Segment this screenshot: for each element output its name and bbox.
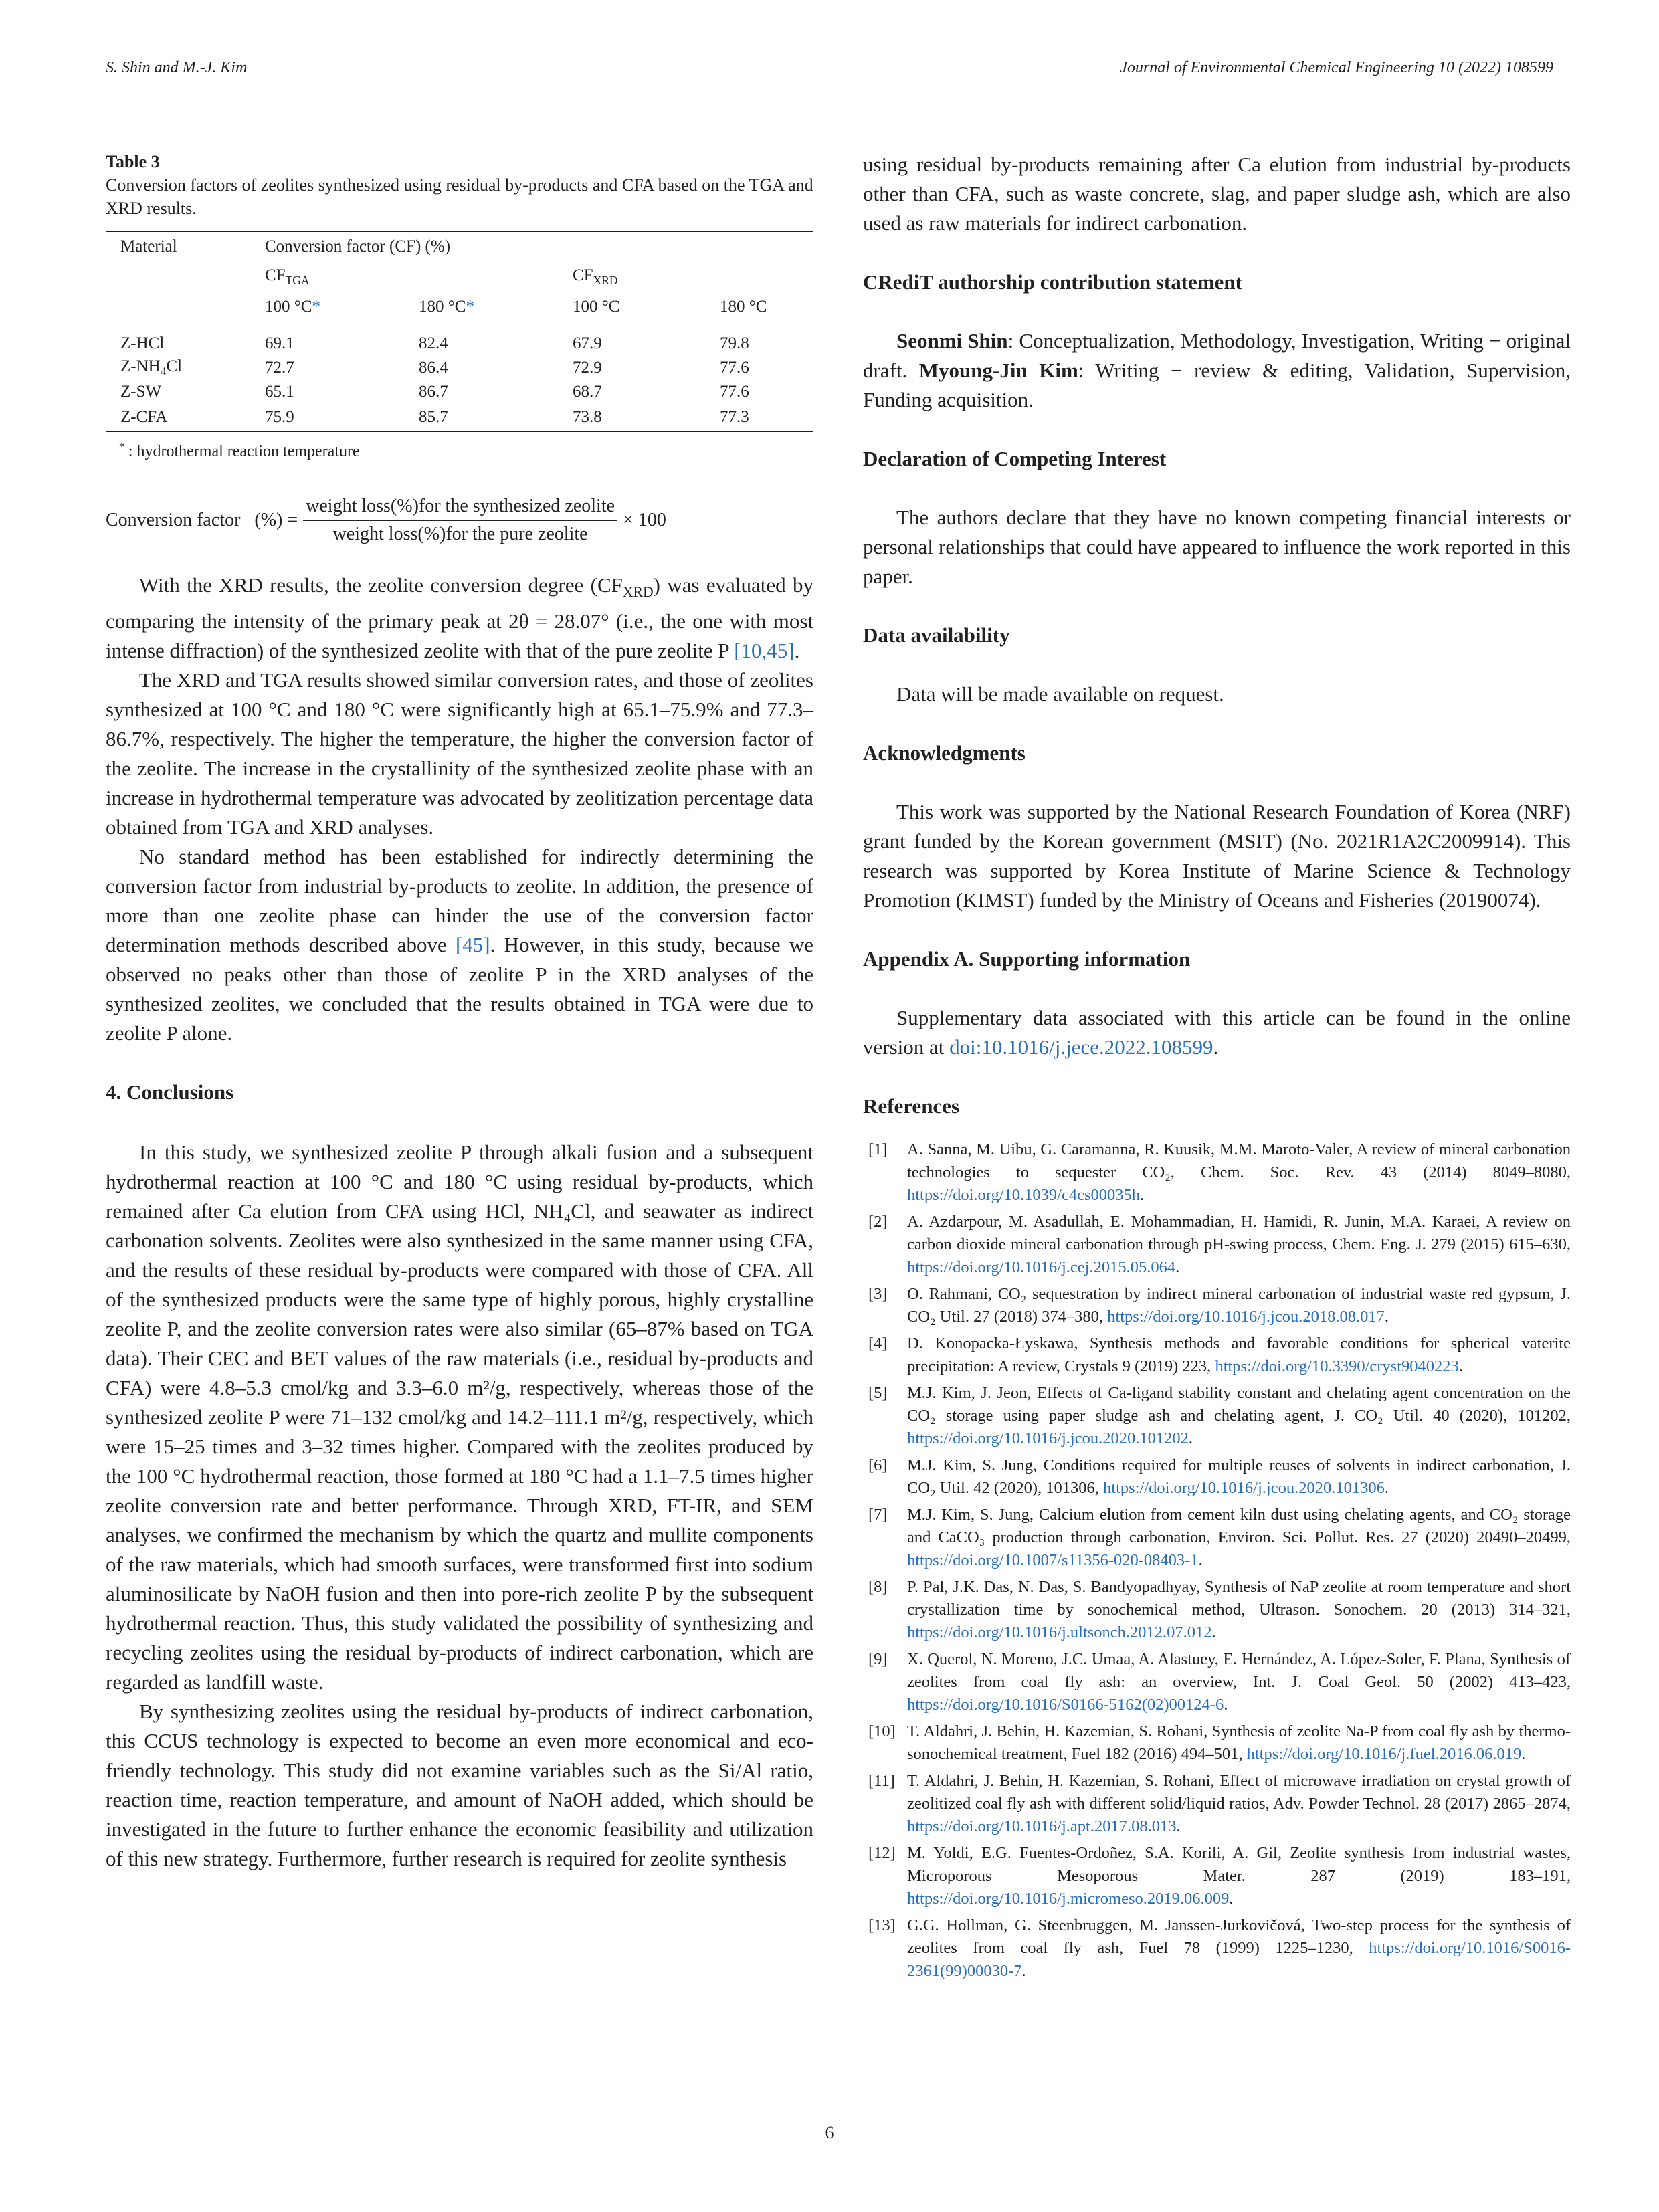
reference-doi-link[interactable]: https://doi.org/10.1007/s11356-020-08403-1 <box>907 1551 1199 1569</box>
references-heading: References <box>863 1094 960 1118</box>
reference-doi-link[interactable]: https://doi.org/10.1016/S0166-5162(02)00124-6 <box>907 1696 1224 1714</box>
reference-item <box>863 1914 1571 1983</box>
reference-text: D. Konopacka-Łyskawa, Synthesis methods and favorable conditions for spherical vaterite precipitation: A review, Crystals 9 (2019) 223, https://doi.org/10.3390/cryst9040223. <box>907 1334 1571 1375</box>
reference-doi-link[interactable]: https://doi.org/10.1016/S0016-2361(99)00030-7 <box>907 1939 1571 1980</box>
reference-item <box>863 1332 1571 1378</box>
reference-text: M.J. Kim, S. Jung, Conditions required for multiple reuses of solvents in indirect carbonation, J. CO₂ Util. 42 (2020), 101306, https://doi.org/10.1016/j.jcou.2020.101306. <box>907 1456 1571 1497</box>
table-row: $Z-NH_4Cl$ 72.7 86.4 72.9 77.6 <box>120 357 749 378</box>
formula-denominator: weight loss(%)for the pure zeolite <box>332 524 588 544</box>
credit-statement: Seonmi Shin: Conceptualization, Methodology, Investigation, Writing − original draft. Myoung-Jin Kim: Writing − review & editing, Validation, Supervision, Funding acquisition. <box>863 329 1571 411</box>
reference-number: [8] <box>868 1578 888 1596</box>
header-xrd-180: 180 °C <box>720 297 767 316</box>
appendix-text: Supplementary data associated with this article can be found in the online version at doi:10.1016/j.jece.2022.108599. <box>863 1006 1571 1059</box>
reference-doi-link[interactable]: https://doi.org/10.1016/j.ultsonch.2012.07.012 <box>907 1623 1212 1641</box>
reference-number: [5] <box>868 1384 888 1402</box>
citation-link[interactable]: [10,45] <box>734 639 795 663</box>
paragraph-standard-method: No standard method has been established for indirectly determining the conversion factor from industrial by-products to zeolite. In addition, the presence of more than one zeolite phase can hinder the use of the conversion factor determination methods described above [45]. However, in this study, because we observed no peaks other than those of zeolite P in the XRD analyses of the synthesized zeolites, we concluded that the results obtained in TGA were due to zeolite P alone. <box>106 845 813 1045</box>
reference-item <box>863 1720 1571 1766</box>
reference-item <box>863 1138 1571 1207</box>
conclusions-heading: 4. Conclusions <box>106 1080 234 1104</box>
reference-text: M.J. Kim, S. Jung, Calcium elution from cement kiln dust using chelating agents, and CO₂ storage and CaCO₃ production through carbonation, Environ. Sci. Pollut. Res. 27 (2020) 20490–20499, https://doi.org/10.1007/s11356-020-08403-1. <box>907 1506 1571 1569</box>
reference-number: [12] <box>868 1844 896 1862</box>
reference-number: [6] <box>868 1456 888 1474</box>
appendix-heading: Appendix A. Supporting information <box>863 947 1191 971</box>
reference-item <box>863 1576 1571 1644</box>
reference-text: P. Pal, J.K. Das, N. Das, S. Bandyopadhyay, Synthesis of NaP zeolite at room temperature and short crystallization time by sonochemical method, Ultrason. Sonochem. 20 (2013) 314–321, https://doi.org/10.1016/j.ultsonch.2012.07.012. <box>907 1578 1571 1641</box>
table-row: Z-HCl 69.1 82.4 67.9 79.8 <box>120 334 749 353</box>
reference-doi-link[interactable]: https://doi.org/10.1016/j.jcou.2020.101306 <box>1103 1479 1385 1497</box>
reference-doi-link[interactable]: https://doi.org/10.1016/j.fuel.2016.06.019 <box>1246 1745 1522 1763</box>
data-availability-heading: Data availability <box>863 623 1010 647</box>
reference-item <box>863 1842 1571 1910</box>
reference-number: [7] <box>868 1506 888 1524</box>
reference-item <box>863 1648 1571 1716</box>
conversion-factor-table <box>106 231 813 432</box>
table-caption: Conversion factors of zeolites synthesized using residual by-products and CFA based on the TGA and XRD results. <box>106 175 813 218</box>
reference-number: [11] <box>868 1772 895 1790</box>
reference-text: M. Yoldi, E.G. Fuentes-Ordoñez, S.A. Korili, A. Gil, Zeolite synthesis from industrial wastes, Microporous Mesoporous Mater. 287 (2019) 183–191, https://doi.org/10.1016/j.micromeso.2019.06.009. <box>907 1844 1571 1908</box>
paragraph-results: The XRD and TGA results showed similar conversion rates, and those of zeolites synthesized at 100 °C and 180 °C were significantly high at 65.1–75.9% and 77.3–86.7%, respectively. The higher the temperature, the higher the conversion factor of the zeolite. The increase in the crystallinity of the synthesized zeolite phase with an increase in hydrothermal temperature was advocated by zeolitization percentage data obtained from TGA and XRD analyses. <box>106 668 813 839</box>
reference-doi-link[interactable]: https://doi.org/10.1016/j.cej.2015.05.064 <box>907 1258 1176 1276</box>
table-row: Z-SW 65.1 86.7 68.7 77.6 <box>120 383 749 401</box>
competing-interest-heading: Declaration of Competing Interest <box>863 447 1167 470</box>
reference-doi-link[interactable]: https://doi.org/10.1039/c4cs00035h <box>907 1186 1140 1204</box>
header-conversion-factor: Conversion factor (CF) (%) <box>265 231 813 262</box>
reference-text: T. Aldahri, J. Behin, H. Kazemian, S. Rohani, Effect of microwave irradiation on crystal growth of zeolitized coal fly ash with different solid/liquid ratios, Adv. Powder Technol. 28 (2017) 2865–2874, https://doi.org/10.1016/j.apt.2017.08.013. <box>907 1772 1571 1835</box>
running-header-journal: Journal of Environmental Chemical Engineering 10 (2022) 108599 <box>1120 59 1553 76</box>
reference-number: [9] <box>868 1650 888 1668</box>
reference-list <box>863 1138 1571 1983</box>
reference-doi-link[interactable]: https://doi.org/10.1016/j.jcou.2018.08.017 <box>1107 1308 1385 1326</box>
reference-doi-link[interactable]: https://doi.org/10.1016/j.jcou.2020.101202 <box>907 1429 1189 1447</box>
reference-item <box>863 1283 1571 1328</box>
reference-number: [1] <box>868 1140 888 1159</box>
header-cf-xrd: $CF_{XRD}$ <box>573 266 618 288</box>
paragraph-continued: using residual by-products remaining after Ca elution from industrial by-products other than CFA, such as waste concrete, slag, and paper sludge ash, which are also used as raw materials for indirect carbonation. <box>863 153 1571 235</box>
acknowledgments-text: This work was supported by the National Research Foundation of Korea (NRF) grant funded by the Korean government (MSIT) (No. 2021R1A2C2009914). This research was supported by Korea Institute of Marine Science & Technology Promotion (KIMST) funded by the Ministry of Oceans and Fisheries (20190074). <box>863 800 1571 912</box>
doi-link[interactable]: doi:10.1016/j.jece.2022.108599 <box>949 1035 1213 1059</box>
acknowledgments-heading: Acknowledgments <box>863 741 1026 765</box>
header-xrd-100: 100 °C <box>573 297 620 316</box>
reference-text: O. Rahmani, CO₂ sequestration by indirect mineral carbonation of industrial waste red gypsum, J. CO₂ Util. 27 (2018) 374–380, https://doi.org/10.1016/j.jcou.2018.08.017. <box>907 1285 1571 1326</box>
reference-doi-link[interactable]: https://doi.org/10.3390/cryst9040223 <box>1215 1357 1459 1375</box>
formula-numerator: weight loss(%)for the synthesized zeolite <box>303 496 617 521</box>
reference-text: A. Sanna, M. Uibu, G. Caramanna, R. Kuusik, M.M. Maroto-Valer, A review of mineral carbonation technologies to sequester CO₂, Chem. Soc. Rev. 43 (2014) 8049–8080, https://doi.org/10.1039/c4cs00035h. <box>907 1140 1571 1204</box>
reference-number: [13] <box>868 1916 896 1934</box>
reference-text: A. Azdarpour, M. Asadullah, E. Mohammadian, H. Hamidi, R. Junin, M.A. Karaei, A review on carbon dioxide mineral carbonation through pH-swing process, Chem. Eng. J. 279 (2015) 615–630, https://doi.org/10.1016/j.cej.2015.05.064. <box>907 1213 1571 1276</box>
reference-text: T. Aldahri, J. Behin, H. Kazemian, S. Rohani, Synthesis of zeolite Na-P from coal fly ash by thermo-sonochemical treatment, Fuel 182 (2016) 494–501, https://doi.org/10.1016/j.fuel.2016.06.019. <box>907 1722 1571 1763</box>
header-tga-100: 100 °C* <box>265 298 320 316</box>
running-header-authors: S. Shin and M.-J. Kim <box>106 59 248 76</box>
paragraph-conclusions: In this study, we synthesized zeolite P through alkali fusion and a subsequent hydrothermal reaction at 100 °C and 180 °C using residual by-products, which remained after Ca elution from CFA using HCl, NH₄Cl, and seawater as indirect carbonation solvents. Zeolites were also synthesized in the same manner using CFA, and the results of these residual by-products were compared with those of CFA. All of the synthesized products were the same type of highly porous, highly crystalline zeolite P, and the zeolite conversion rates were also similar (65–87% based on TGA data). Their CEC and BET values of the raw materials (i.e., residual by-products and CFA) were 4.8–5.3 cmol/kg and 3.3–6.0 m²/g, respectively, whereas those of the synthesized zeolite P were 71–132 cmol/kg and 14.2–111.1 m²/g, respectively, which were 15–25 times and 3–32 times higher. Compared with the zeolites produced by the 100 °C hydrothermal reaction, those formed at 180 °C had a 1.1–7.5 times higher zeolite conversion rate and better performance. Through XRD, FT-IR, and SEM analyses, we confirmed the mechanism by which the quartz and mullite components of the raw materials, which had smooth surfaces, were transformed first into sodium aluminosilicate by NaOH fusion and then into pore-rich zeolite P by the subsequent hydrothermal reaction. Thus, this study validated the possibility of synthesizing and recycling zeolites using the residual by-products of indirect carbonation, which are regarded as landfill waste. <box>106 1140 813 1694</box>
right-column <box>863 150 1571 1987</box>
table-label: Table 3 <box>106 152 160 171</box>
reference-text: X. Querol, N. Moreno, J.C. Umaa, A. Alastuey, E. Hernández, A. López-Soler, F. Plana, Synthesis of zeolites from coal fly ash: an overview, Int. J. Coal Geol. 50 (2002) 413–423, https://doi.org/10.1016/S0166-5162(02)00124-6. <box>907 1650 1571 1714</box>
reference-number: [3] <box>868 1285 888 1303</box>
paragraph-future: By synthesizing zeolites using the residual by-products of indirect carbonation, this CCUS technology is expected to become an even more economical and eco-friendly technology. This study did not examine variables such as the Si/Al ratio, reaction time, reaction temperature, and amount of NaOH added, which should be investigated in the future to further enhance the economic feasibility and utilization of this new strategy. Furthermore, further research is required for zeolite synthesis <box>106 1700 813 1871</box>
reference-item <box>863 1770 1571 1838</box>
header-material: Material <box>120 237 177 256</box>
credit-heading: CRediT authorship contribution statement <box>863 270 1242 294</box>
conversion-factor-formula: Conversion factor (%) = $\frac{\text{weight loss(\%)for the synthesized zeolite}}{\text{weight loss(\%)for the pure zeolite}}$ × 100 <box>106 496 666 544</box>
citation-link[interactable]: [45] <box>455 933 490 957</box>
reference-doi-link[interactable]: https://doi.org/10.1016/j.micromeso.2019.06.009 <box>907 1890 1230 1908</box>
reference-item <box>863 1382 1571 1450</box>
reference-item <box>863 1454 1571 1500</box>
table-row: Z-CFA 75.9 85.7 73.8 77.3 <box>106 404 813 431</box>
table-footnote: * : hydrothermal reaction temperature <box>119 441 360 460</box>
header-tga-180: 180 °C* <box>419 298 474 316</box>
reference-number: [4] <box>868 1334 888 1352</box>
left-column <box>106 150 813 1874</box>
data-availability-text: Data will be made available on request. <box>896 682 1224 706</box>
page-number: 6 <box>825 2123 834 2142</box>
reference-text: M.J. Kim, J. Jeon, Effects of Ca-ligand stability constant and chelating agent concentration on the CO₂ storage using paper sludge ash and chelating agent, J. CO₂ Util. 40 (2020), 101202, https://doi.org/10.1016/j.jcou.2020.101202. <box>907 1384 1571 1447</box>
competing-interest-text: The authors declare that they have no known competing financial interests or personal relationships that could have appeared to influence the work reported in this paper. <box>863 506 1571 588</box>
reference-item <box>863 1504 1571 1572</box>
reference-text: G.G. Hollman, G. Steenbruggen, M. Janssen-Jurkovičová, Two-step process for the synthesis of zeolites from coal fly ash, Fuel 78 (1999) 1225–1230, https://doi.org/10.1016/S0016-2361(99)00030-7. <box>907 1916 1571 1980</box>
reference-doi-link[interactable]: https://doi.org/10.1016/j.apt.2017.08.013 <box>907 1817 1177 1835</box>
paragraph-xrd: With the XRD results, the zeolite conversion degree $(CF_{XRD})$ was evaluated by comparing the intensity of the primary peak at 2θ = 28.07° (i.e., the one with most intense diffraction) of the synthesized zeolite with that of the pure zeolite P [10,45]. <box>106 573 814 663</box>
reference-item <box>863 1211 1571 1279</box>
reference-number: [2] <box>868 1213 888 1231</box>
reference-number: [10] <box>868 1722 896 1740</box>
header-cf-tga: $CF_{TGA}$ <box>265 262 573 292</box>
